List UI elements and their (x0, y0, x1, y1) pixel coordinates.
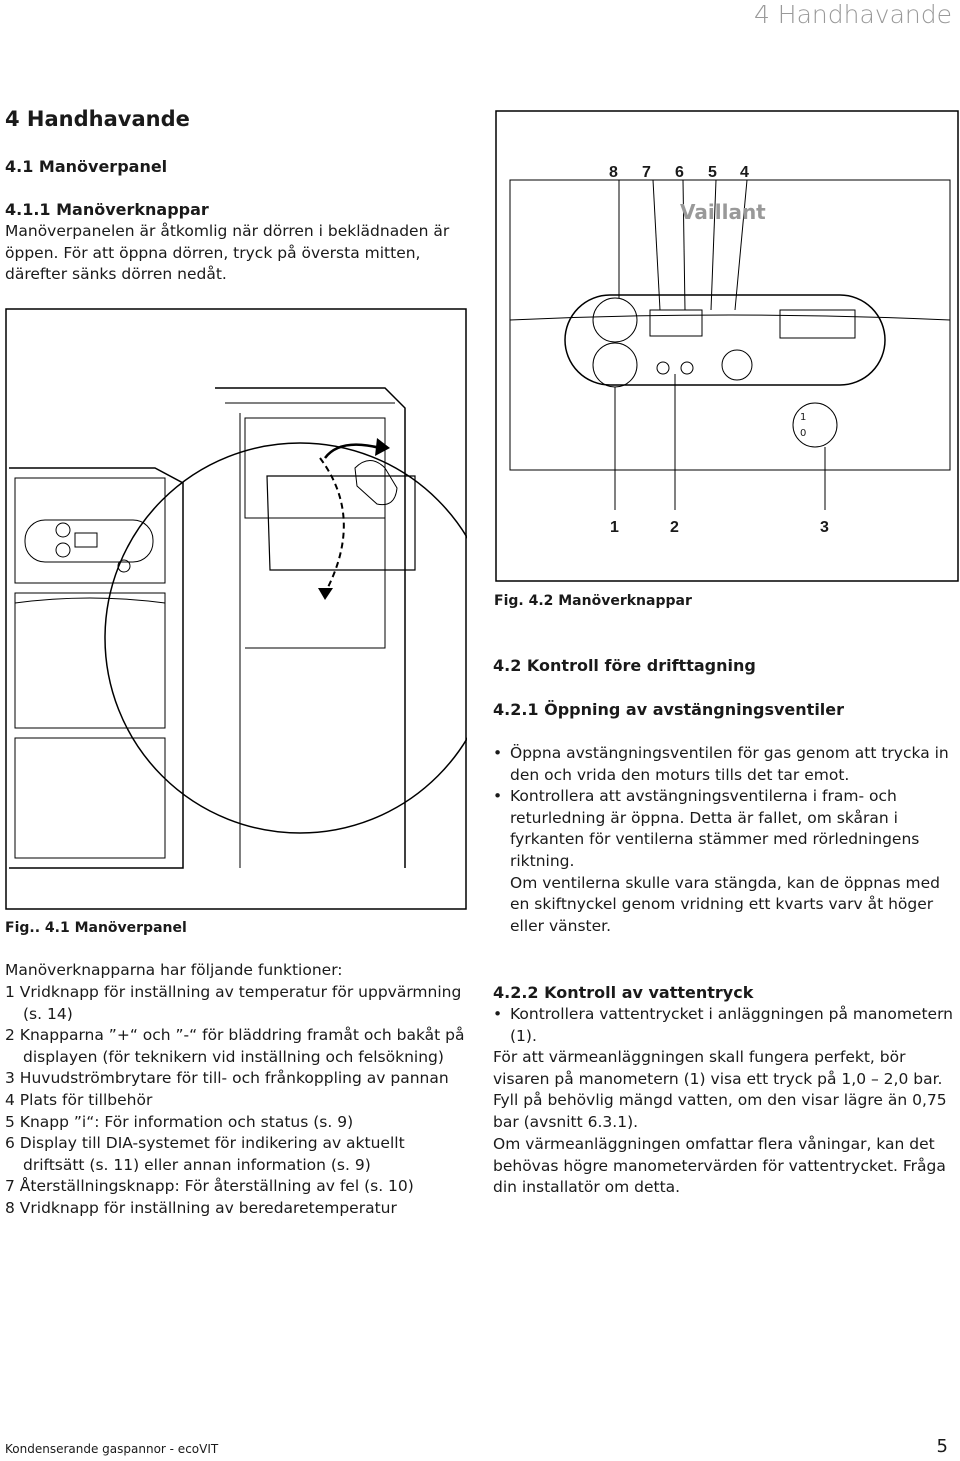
figure-4-2 (495, 110, 959, 582)
section-4-2-1-heading: 4.2.1 Öppning av avstängningsventiler (493, 700, 845, 719)
section-4-2-1-bullets (493, 743, 955, 937)
fig-4-2-label-5: 5 (708, 164, 717, 181)
fig-4-2-label-2: 2 (670, 519, 679, 536)
fig-4-2-label-1: 1 (610, 519, 619, 536)
section-4-2-1-note: Om ventilerna skulle vara stängda, kan de öppnas med en skiftnyckel genom vridning ett kvarts varv åt höger eller vänster. (510, 873, 940, 935)
functions-intro: Manöverknapparna har följande funktioner: (5, 961, 343, 979)
bullet-item: • Kontrollera att avstängningsventilerna i fram- och returledning är öppna. Detta är fallet, om skåran i fyrkanten för ventilerna stämmer med rörledningens riktning. (493, 786, 955, 872)
footer-product: Kondenserande gaspannor - ecoVIT (5, 1442, 219, 1456)
section-4-1-heading: 4.1 Manöverpanel (5, 157, 168, 176)
figure-4-1 (5, 308, 467, 910)
function-item: 3 Huvudströmbrytare för till- och frånkoppling av pannan (5, 1069, 449, 1088)
control-panel-illustration (495, 110, 959, 582)
vaillant-logo: Vaillant (680, 200, 766, 224)
section-4-1-1-heading: 4.1.1 Manöverknappar (5, 200, 209, 219)
function-item: 4 Plats för tillbehör (5, 1090, 153, 1109)
function-item: 8 Vridknapp för inställning av beredaretemperatur (5, 1198, 397, 1217)
fig-4-2-label-4: 4 (740, 164, 749, 181)
function-item: 7 Återställningsknapp: För återställning av fel (s. 10) (5, 1177, 414, 1196)
fig-4-2-label-7: 7 (642, 164, 651, 181)
function-item: 1 Vridknapp för inställning av temperatur för uppvärmning (s. 14) (5, 983, 462, 1023)
section-4-2-2-paragraph-1: För att värmeanläggningen skall fungera perfekt, bör visaren på manometern (1) visa ett tryck på 1,0 – 2,0 bar. Fyll på behövlig mängd vatten, om den visar lägre än 0,75 bar (avsnitt 6.3.1). (493, 1048, 947, 1131)
section-4-2-heading: 4.2 Kontroll före drifttagning (493, 656, 756, 675)
function-item: 5 Knapp ”i“: För information och status (s. 9) (5, 1112, 354, 1131)
running-header: 4 Handhavande (753, 0, 952, 29)
main-switch-label-off: 0 (800, 428, 807, 439)
functions-list (5, 982, 470, 1220)
page-title: 4 Handhavande (5, 107, 190, 131)
section-4-2-2-paragraph-2: Om värmeanläggningen omfattar flera våningar, kan det behövas högre manometervärden för vattentrycket. Fråga din installatör om detta. (493, 1135, 946, 1197)
main-switch-label-on: 1 (800, 412, 807, 423)
boiler-door-illustration (5, 308, 467, 910)
section-4-1-1-text: Manöverpanelen är åtkomlig när dörren i beklädnaden är öppen. För att öppna dörren, tryck på översta mitten, därefter sänks dörren nedåt. (5, 222, 450, 284)
fig-4-2-label-6: 6 (675, 164, 684, 181)
page-number: 5 (936, 1436, 948, 1457)
fig-4-2-label-8: 8 (609, 164, 618, 181)
function-item: 6 Display till DIA-systemet för indikering av aktuellt driftsätt (s. 11) eller annan information (s. 9) (5, 1134, 405, 1174)
section-4-2-2-bullets (493, 1004, 955, 1047)
section-4-2-2-heading: 4.2.2 Kontroll av vattentryck (493, 983, 754, 1002)
fig-4-2-label-3: 3 (820, 519, 829, 536)
bullet-item: • Kontrollera vattentrycket i anläggningen på manometern (1). (493, 1004, 955, 1047)
figure-4-1-caption: Fig.. 4.1 Manöverpanel (5, 920, 187, 936)
bullet-item: • Öppna avstängningsventilen för gas genom att trycka in den och vrida den moturs tills det tar emot. (493, 743, 955, 786)
figure-4-2-caption: Fig. 4.2 Manöverknappar (494, 593, 692, 609)
function-item: 2 Knapparna ”+“ och ”-“ för bläddring framåt och bakåt på displayen (för teknikern vid inställning och felsökning) (5, 1026, 465, 1066)
